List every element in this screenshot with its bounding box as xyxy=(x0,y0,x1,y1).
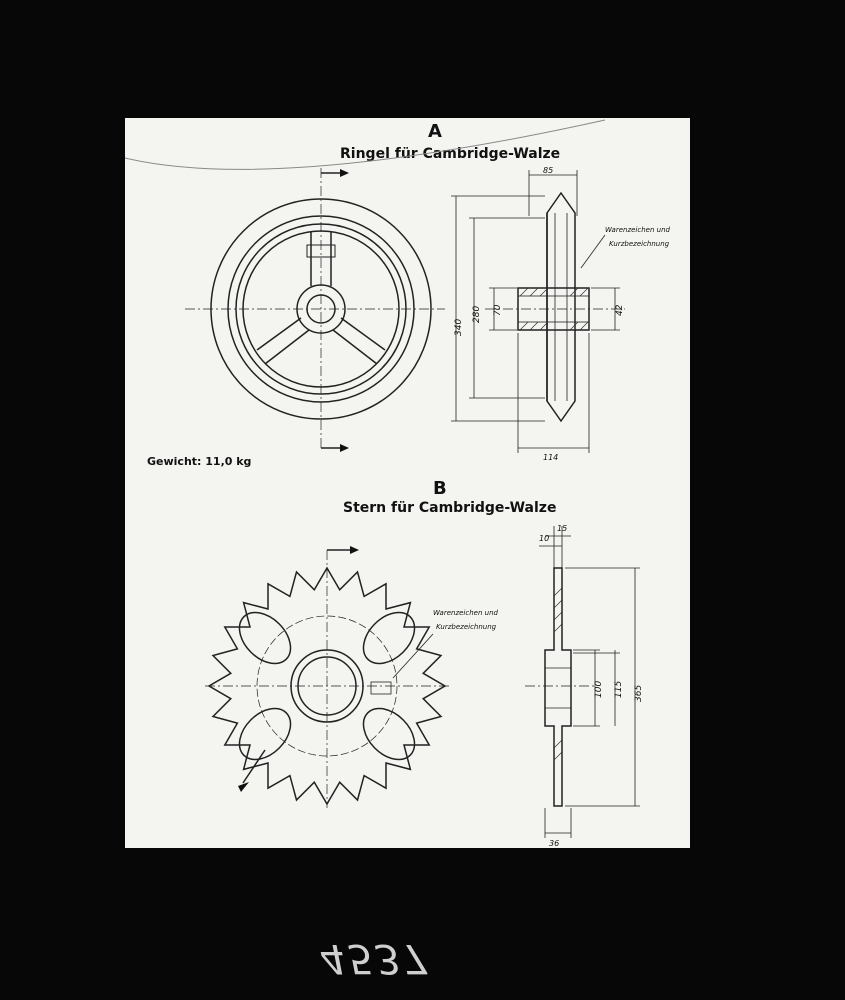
section-arrow-icon xyxy=(350,546,359,554)
paper-crease xyxy=(125,120,605,169)
star-side-view xyxy=(525,568,595,806)
section-b-title: Stern für Cambridge-Walze xyxy=(343,500,557,516)
dim-36: 36 xyxy=(549,839,560,848)
dim-10: 10 xyxy=(539,534,550,543)
note-b-line1: Warenzeichen und xyxy=(433,609,498,617)
ring-front-view xyxy=(185,168,445,448)
section-a-letter: A xyxy=(428,121,442,142)
dim-70: 70 xyxy=(493,304,503,316)
dim-15: 15 xyxy=(557,524,568,533)
section-a-title: Ringel für Cambridge-Walze xyxy=(340,146,561,162)
note-a-line1: Warenzeichen und xyxy=(605,226,670,234)
ring-section-view xyxy=(485,193,625,421)
dim-280: 280 xyxy=(472,305,482,323)
section-a-weight: Gewicht: 11,0 kg xyxy=(147,455,252,468)
drawing-sheet xyxy=(125,118,690,848)
note-a-line2: Kurzbezeichnung xyxy=(609,240,670,248)
dim-114: 114 xyxy=(543,453,559,462)
dim-365: 365 xyxy=(634,684,644,702)
note-b-line2: Kurzbezeichnung xyxy=(436,623,497,631)
dim-340: 340 xyxy=(454,318,464,336)
section-arrow-icon xyxy=(340,444,349,452)
star-front-view xyxy=(205,550,450,808)
technical-drawing xyxy=(125,118,690,848)
dim-42: 42 xyxy=(615,304,625,316)
section-arrow-icon xyxy=(340,169,349,177)
dim-115: 115 xyxy=(614,680,624,698)
section-arrow-icon xyxy=(238,782,249,792)
dim-100: 100 xyxy=(594,680,604,698)
section-hatching xyxy=(554,588,562,760)
section-b-letter: B xyxy=(433,478,447,499)
plate-number: 4537 xyxy=(320,935,430,981)
dim-85: 85 xyxy=(543,166,554,175)
